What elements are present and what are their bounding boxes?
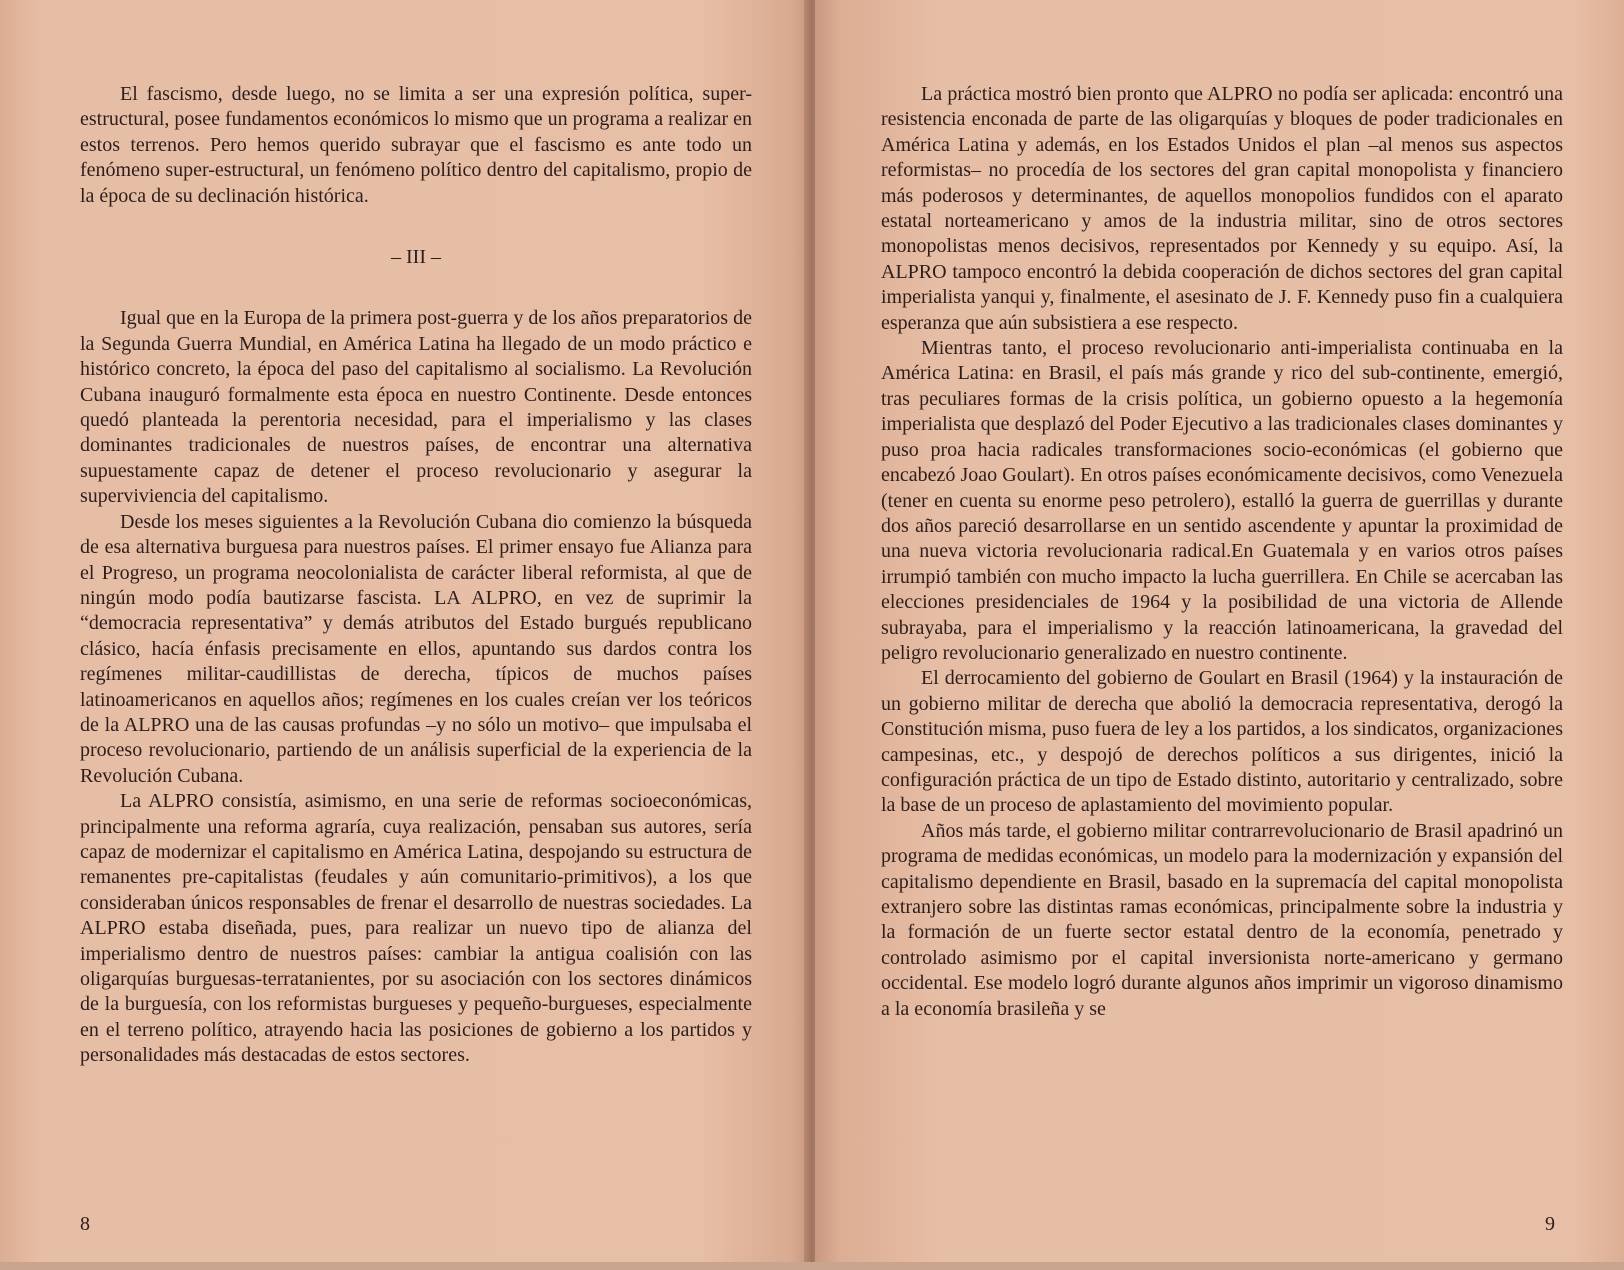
paragraph: Igual que en la Europa de la primera post-guerra y de los años preparatorios de la Segunda Guerra Mundial, en América Latina ha llegado de un modo práctico e histórico concreto, la época del paso del capitalismo al socialismo. La Revolución Cubana inauguró formalmente esta época en nuestro Continente. Desde entonces quedó planteada la perentoria necesidad, para el imperialismo y las clases dominantes tradicionales de nuestros países, de encontrar una alternativa supuestamente capaz de detener el proceso revolucionario y asegurar la superviviencia del capitalismo. — [80, 307, 752, 508]
left-page-text — [80, 82, 752, 1069]
paragraph: La práctica mostró bien pronto que ALPRO no podía ser aplicada: encontró una resistencia enconada de parte de las oligarquías y bloques de poder tradicionales en América Latina y además, en los Estados Unidos el plan –al menos sus aspectos reformistas– no procedía de los sectores del gran capital monopolista y financiero más poderosos y determinantes, de aquellos monopolios fundidos con el aparato estatal norteamericano y amos de la industria militar, sino de otros sectores monopolistas menos decisivos, representados por Kennedy y su equipo. Así, la ALPRO tampoco encontró la debida cooperación de dichos sectores del gran capital imperialista yanqui y, finalmente, el asesinato de J. F. Kennedy puso fin a cualquiera esperanza que aún subsistiera a ese respecto. — [881, 83, 1563, 334]
section-heading: – III – — [391, 246, 441, 269]
paragraph: La ALPRO consistía, asimismo, en una serie de reformas socioeconómicas, principalmente una reforma agraría, cuya realización, pensaban sus autores, sería capaz de modernizar el capitalismo en América Latina, despojando su estructura de remanentes pre-capitalistas (feudales y aún comunitario-primitivos), a los que consideraban únicos responsables de frenar el desarrollo de nuestras sociedades. La ALPRO estaba diseñada, pues, para realizar un nuevo tipo de alianza del imperialismo dentro de nuestros países: cambiar la antigua coalisión con las oligarquías burguesas-terratanientes, por su asociación con los sectores dinámicos de la burguesía, con los reformistas burgueses y pequeño-burgueses, especialmente en el terreno político, atrayendo hacia las posiciones de gobierno a los partidos y personalidades más destacadas de estos sectores. — [80, 790, 752, 1067]
paragraph: Años más tarde, el gobierno militar contrarrevolucionario de Brasil apadrinó un programa de medidas económicas, un modelo para la modernización y expansión del capitalismo dependiente en Brasil, basado en la supremacía del capital monopolista extranjero sobre las distintas ramas económicas, principalmente sobre la industria y la formación de un fuerte sector estatal dentro de la economía, penetrado y controlado asimismo por el capital inversionista norte-americano y germano occidental. Ese modelo logró durante algunos años imprimir un vigoroso dinamismo a la economía brasileña y se — [881, 819, 1563, 1020]
paragraph: El derrocamiento del gobierno de Goulart en Brasil (1964) y la instauración de un gobierno militar de derecha que abolió la democracia representativa, derogó la Constitución misma, puso fuera de ley a los partidos, a los sindicatos, organizaciones campesinas, etc., y despojó de derechos políticos a sus dirigentes, inició la configuración práctica de un tipo de Estado distinto, autoritario y centralizado, sobre la base de un proceso de aplastamiento del movimiento popular. — [881, 667, 1563, 817]
page-number: 8 — [80, 1213, 90, 1235]
right-page — [815, 0, 1624, 1262]
left-page — [0, 0, 810, 1262]
right-page-text — [881, 82, 1563, 1022]
paragraph: Desde los meses siguientes a la Revolución Cubana dio comienzo la búsqueda de esa alternativa burguesa para nuestros países. El primer ensayo fue Alianza para el Progreso, un programa neocolonialista de carácter liberal reformista, al que de ningún modo podía bautizarse fascista. LA ALPRO, en vez de suprimir la “democracia representativa” y demás atributos del Estado burgués republicano clásico, hacía énfasis precisamente en ellos, apuntando sus dardos contra los regímenes militar-caudillistas de derecha, típicos de muchos países latinoamericanos en aquellos años; regímenes en los cuales creían ver los teóricos de la ALPRO una de las causas profundas –y no sólo un motivo– que impulsaba el proceso revolucionario, partiendo de un análisis superficial de la experiencia de la Revolución Cubana. — [80, 510, 752, 787]
paragraph: El fascismo, desde luego, no se limita a ser una expresión política, super-estructural, posee fundamentos económicos lo mismo que un programa a realizar en estos terrenos. Pero hemos querido subrayar que el fascismo es ante todo un fenómeno super-estructural, un fenómeno político dentro del capitalismo, propio de la época de su declinación histórica. — [80, 83, 752, 207]
page-number: 9 — [1545, 1213, 1555, 1235]
paragraph: Mientras tanto, el proceso revolucionario anti-imperialista continuaba en la América Latina: en Brasil, el país más grande y rico del sub-continente, emergió, tras peculiares formas de la crisis política, un gobierno opuesto a la hegemonía imperialista que desplazó del Poder Ejecutivo a las tradicionales clases dominantes y puso proa hacia radicales transformaciones socio-económicas (el gobierno que encabezó Joao Goulart). En otros países económicamente decisivos, como Venezuela (tener en cuenta su enorme peso petrolero), estalló la guerra de guerrillas y durante dos años pareció desarrollarse en un sentido ascendente y apuntar la proximidad de una nueva victoria revolucionaria radical.En Guatemala y en varios otros países irrumpió también con mucho impacto la lucha guerrillera. En Chile se acercaban las elecciones presidenciales de 1964 y la posibilidad de una victoria de Allende subrayaba, para el imperialismo y la reacción latinoamericana, la gravedad del peligro revolucionario generalizado en nuestro continente. — [881, 337, 1563, 664]
